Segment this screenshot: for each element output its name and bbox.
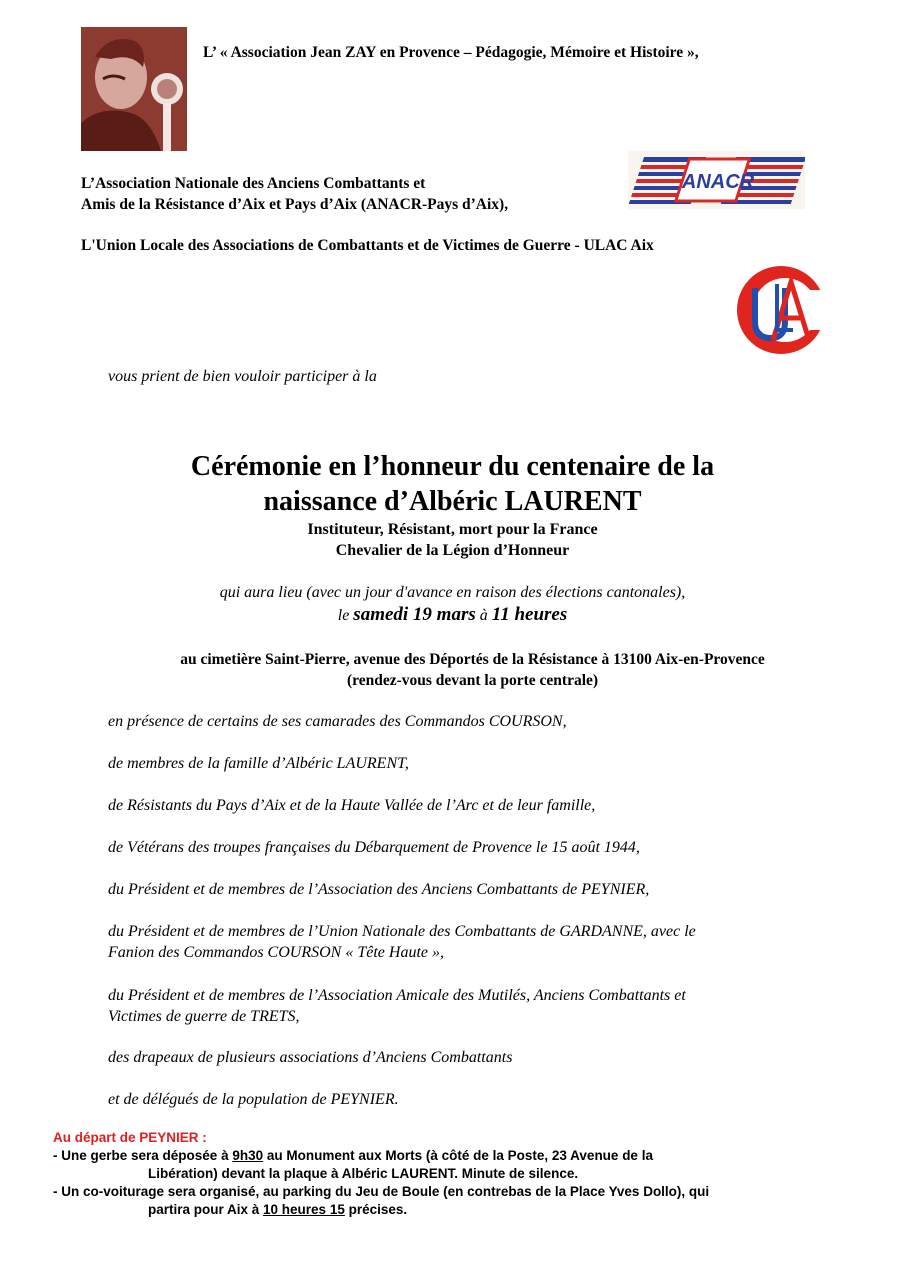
attendee-item: Victimes de guerre de TRETS, (108, 1008, 300, 1025)
attendee-item: des drapeaux de plusieurs associations d’Anciens Combattants (108, 1049, 513, 1066)
attendee-item: du Président et de membres de l’Union Nationale des Combattants de GARDANNE, avec le (108, 923, 696, 940)
departure-item2-c: précises. (344, 1202, 408, 1217)
title-line2: naissance d’Albéric LAURENT (263, 486, 642, 517)
page-title (0, 449, 905, 519)
event-date (0, 604, 905, 627)
departure-item-wreath (53, 1147, 709, 1165)
departure-item1-c: Libération) devant la plaque à Albéric LAURENT. Minute de silence. (148, 1166, 579, 1181)
departure-item1-a: - Une gerbe sera déposée à (53, 1148, 233, 1163)
date-time: 11 heures (491, 604, 568, 625)
subtitle-line1: Instituteur, Résistant, mort pour la France (307, 521, 598, 538)
attendee-item: et de délégués de la population de PEYNIER. (108, 1091, 399, 1108)
departure-item2-time: 10 heures 15 (263, 1202, 345, 1217)
departure-item-carpool: - Un co-voiturage sera organisé, au parking du Jeu de Boule (en contrebas de la Place Yves Dollo), qui (53, 1184, 710, 1199)
attendee-item: de Vétérans des troupes françaises du Débarquement de Provence le 15 août 1944, (108, 839, 640, 856)
invitation-text: vous prient de bien vouloir participer à la (108, 368, 377, 385)
association-anacr-line1: L’Association Nationale des Anciens Combattants et (81, 175, 426, 192)
date-a: à (475, 607, 492, 624)
date-le: le (337, 607, 354, 624)
subtitle-line2: Chevalier de la Légion d’Honneur (335, 542, 570, 559)
attendee-item: de membres de la famille d’Albéric LAURENT, (108, 755, 409, 772)
portrait-photo (81, 27, 187, 151)
date-day: samedi 19 mars (353, 604, 476, 625)
association-jean-zay: L’ « Association Jean ZAY en Provence – Pédagogie, Mémoire et Histoire », (203, 44, 699, 61)
location-line1: au cimetière Saint-Pierre, avenue des Déportés de la Résistance à 13100 Aix-en-Provence (180, 651, 765, 668)
attendee-item: du Président et de membres de l’Association Amicale des Mutilés, Anciens Combattants et (108, 987, 686, 1004)
departure-section (53, 1129, 709, 1219)
association-anacr-line2: Amis de la Résistance d’Aix et Pays d’Aix (ANACR-Pays d’Aix), (81, 196, 509, 213)
departure-item1-time: 9h30 (232, 1148, 264, 1163)
departure-item1-b: au Monument aux Morts (à côté de la Poste, 23 Avenue de la (263, 1148, 653, 1163)
attendee-item: en présence de certains de ses camarades des Commandos COURSON, (108, 713, 567, 730)
departure-item2-cont (53, 1201, 709, 1219)
anacr-logo-text: ANACR (681, 171, 755, 193)
attendee-item: Fanion des Commandos COURSON « Tête Haute », (108, 944, 444, 961)
departure-item2-b: partira pour Aix à (148, 1202, 264, 1217)
location-line2: (rendez-vous devant la porte centrale) (346, 672, 599, 689)
association-ulac: L'Union Locale des Associations de Combattants et de Victimes de Guerre - ULAC Aix (81, 237, 654, 254)
ulac-logo (735, 260, 827, 360)
date-intro: qui aura lieu (avec un jour d'avance en raison des élections cantonales), (219, 584, 686, 601)
title-line1: Cérémonie en l’honneur du centenaire de la (190, 451, 715, 482)
departure-heading: Au départ de PEYNIER : (53, 1130, 207, 1145)
anacr-logo (628, 151, 805, 209)
attendee-item: de Résistants du Pays d’Aix et de la Haute Vallée de l’Arc et de leur famille, (108, 797, 596, 814)
attendee-item: du Président et de membres de l’Association des Anciens Combattants de PEYNIER, (108, 881, 650, 898)
